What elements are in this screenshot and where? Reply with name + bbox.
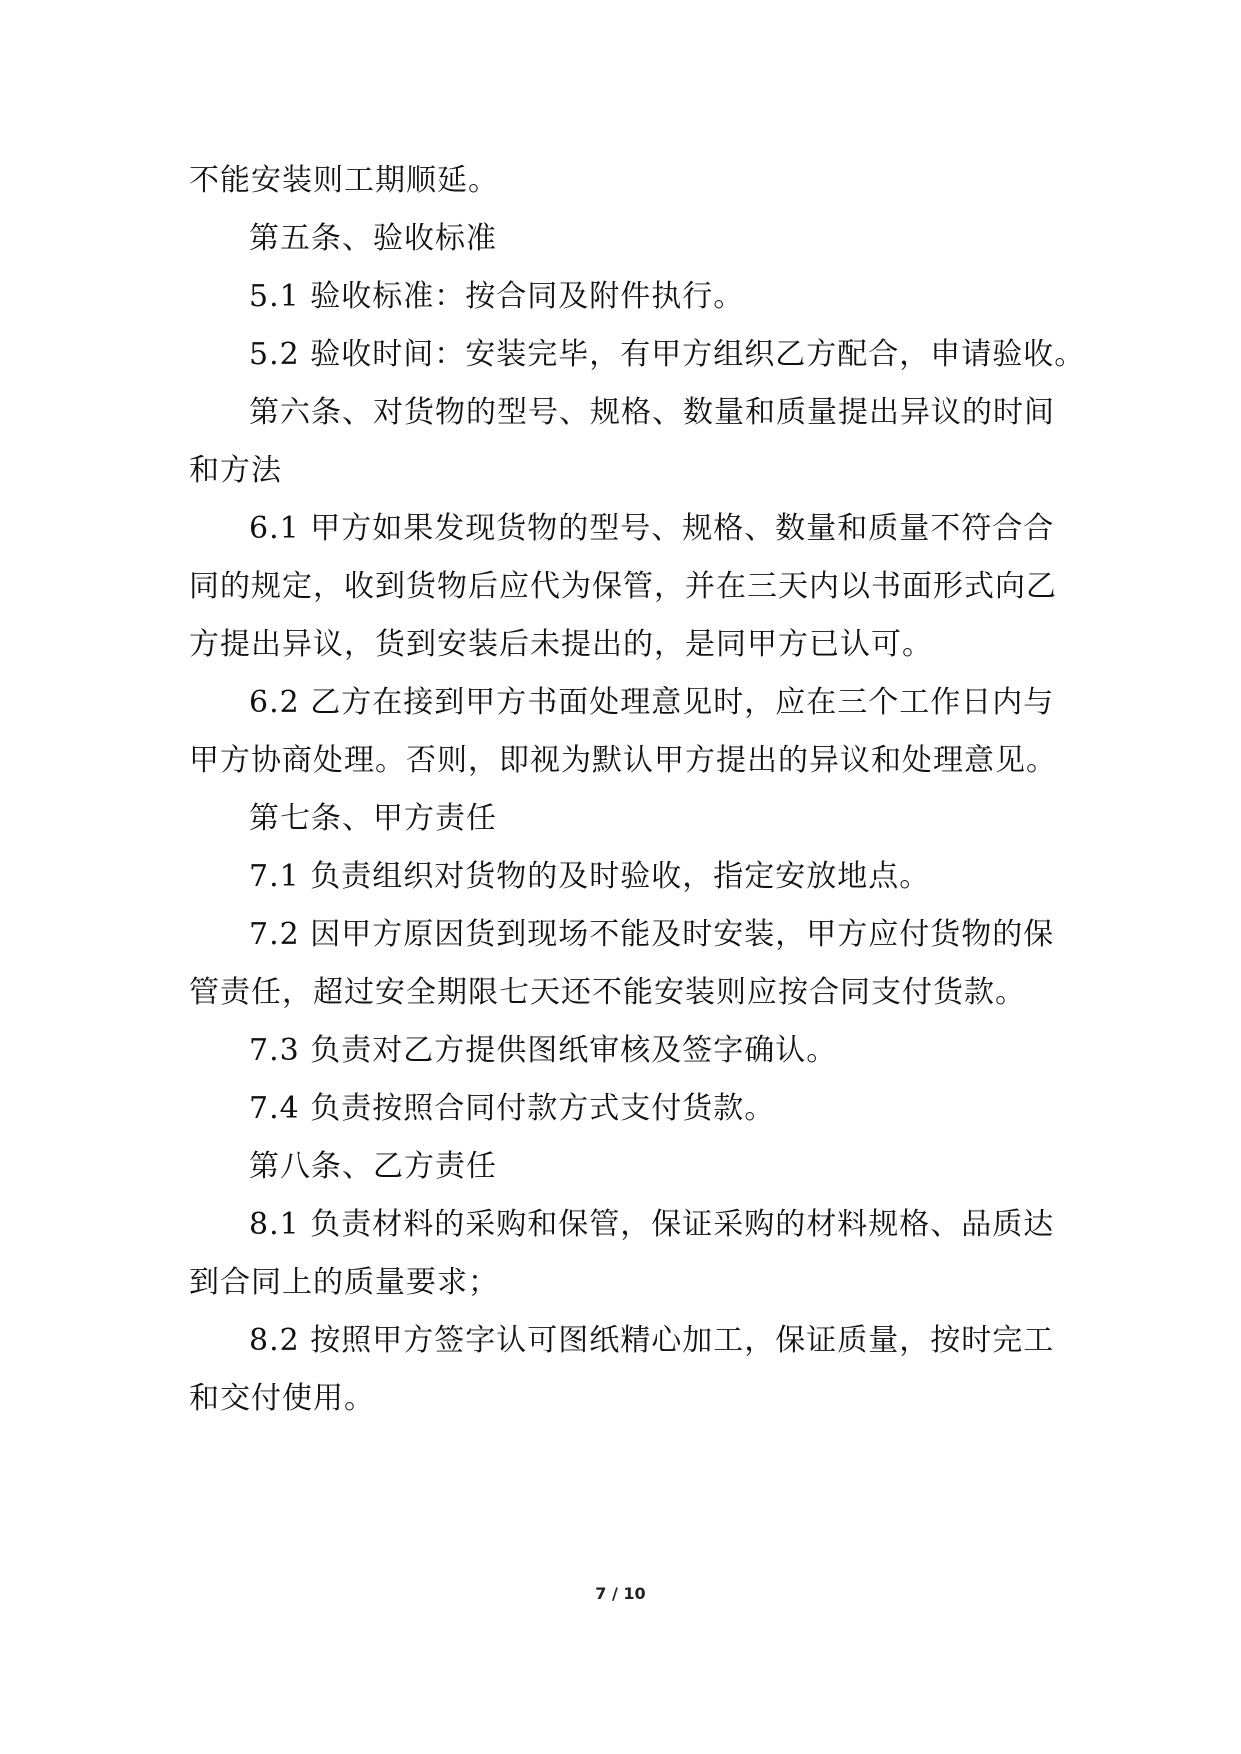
paragraph-line: 6.2 乙方在接到甲方书面处理意见时，应在三个工作日内与 [249,685,1055,720]
article-heading: 第七条、甲方责任 [249,801,497,836]
paragraph-line: 7.2 因甲方原因货到现场不能及时安装，甲方应付货物的保 [249,917,1055,952]
paragraph-line: 方提出异议，货到安装后未提出的，是同甲方已认可。 [189,627,933,662]
paragraph-line: 7.4 负责按照合同付款方式支付货款。 [249,1091,776,1126]
paragraph-line: 和方法 [189,453,282,488]
paragraph-line: 7.3 负责对乙方提供图纸审核及签字确认。 [249,1033,838,1068]
article-heading: 第六条、对货物的型号、规格、数量和质量提出异议的时间 [249,395,1055,430]
paragraph-line: 5.2 验收时间：安装完毕，有甲方组织乙方配合，申请验收。 [249,337,1086,372]
article-heading: 第八条、乙方责任 [249,1149,497,1184]
paragraph-line: 不能安装则工期顺延。 [189,163,499,198]
paragraph-line: 和交付使用。 [189,1381,375,1416]
page-number: 7 / 10 [595,1584,646,1603]
paragraph-line: 6.1 甲方如果发现货物的型号、规格、数量和质量不符合合 [249,511,1055,546]
paragraph-line: 7.1 负责组织对货物的及时验收，指定安放地点。 [249,859,931,894]
paragraph-line: 5.1 验收标准：按合同及附件执行。 [249,279,745,314]
paragraph-line: 8.1 负责材料的采购和保管，保证采购的材料规格、品质达 [249,1207,1055,1242]
paragraph-line: 甲方协商处理。否则，即视为默认甲方提出的异议和处理意见。 [189,743,1057,778]
paragraph-line: 8.2 按照甲方签字认可图纸精心加工，保证质量，按时完工 [249,1323,1055,1358]
paragraph-line: 管责任，超过安全期限七天还不能安装则应按合同支付货款。 [189,975,1026,1010]
article-heading: 第五条、验收标准 [249,221,497,256]
paragraph-line: 同的规定，收到货物后应代为保管，并在三天内以书面形式向乙 [189,569,1057,604]
paragraph-line: 到合同上的质量要求； [189,1265,499,1300]
